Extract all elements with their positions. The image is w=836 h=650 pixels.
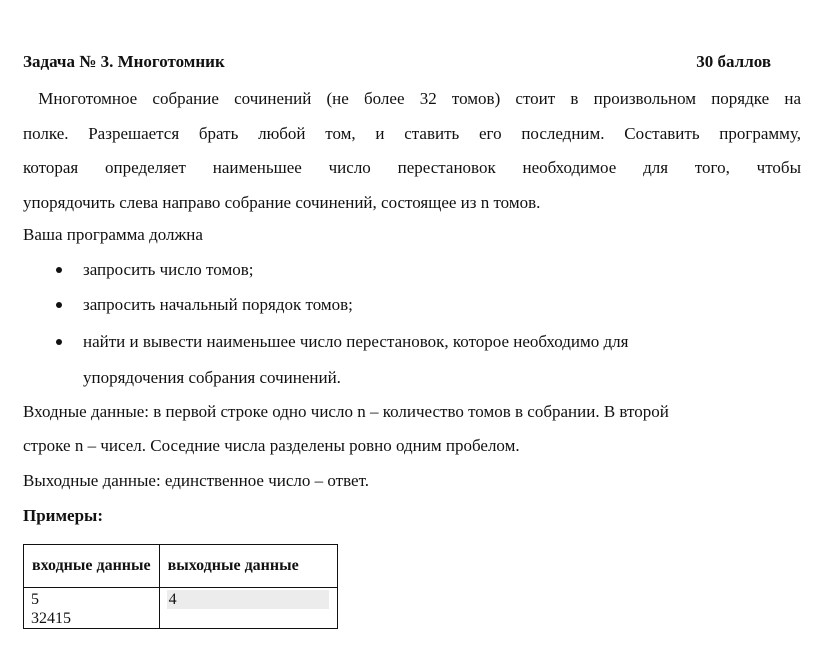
task-title: Задача № 3. Многотомник bbox=[23, 52, 225, 71]
output-value: 4 bbox=[167, 590, 329, 609]
input-value-line: 5 bbox=[31, 591, 39, 608]
table-header-input: входные данные bbox=[24, 545, 160, 588]
input-value-line: 32415 bbox=[31, 610, 71, 627]
bullet-item: найти и вывести наименьшее число перестановок, которое необходимо для bbox=[83, 332, 629, 351]
input-description-line: Входные данные: в первой строке одно число n – количество томов в собрании. В второй bbox=[23, 402, 669, 421]
program-must-text: Ваша программа должна bbox=[23, 225, 203, 244]
table-cell-output bbox=[159, 588, 337, 629]
bullet-dot bbox=[56, 339, 62, 345]
bullet-item: запросить начальный порядок томов; bbox=[83, 295, 353, 314]
intro-line: упорядочить слева направо собрание сочинений, состоящее из n томов. bbox=[23, 192, 541, 212]
intro-line: которая определяет наименьшее число перестановок необходимое для того, чтобы bbox=[23, 158, 801, 177]
intro-line: Многотомное собрание сочинений (не более 32 томов) стоит в произвольном порядке на bbox=[23, 89, 801, 108]
bullet-dot bbox=[56, 267, 62, 273]
task-points: 30 баллов bbox=[696, 52, 771, 71]
table-cell-input bbox=[24, 588, 160, 629]
input-description-line: строке n – чисел. Соседние числа разделены ровно одним пробелом. bbox=[23, 436, 520, 455]
examples-heading: Примеры: bbox=[23, 506, 103, 525]
output-description-line: Выходные данные: единственное число – ответ. bbox=[23, 471, 369, 490]
table-row bbox=[24, 588, 338, 629]
task-header bbox=[23, 52, 771, 72]
examples-table bbox=[23, 544, 338, 629]
bullet-dot bbox=[56, 302, 62, 308]
bullet-item-continuation: упорядочения собрания сочинений. bbox=[83, 368, 341, 387]
table-header-output: выходные данные bbox=[159, 545, 337, 588]
intro-paragraph bbox=[23, 82, 801, 220]
table-header-row bbox=[24, 545, 338, 588]
intro-line: полке. Разрешается брать любой том, и ставить его последним. Составить программу, bbox=[23, 123, 801, 143]
bullet-item: запросить число томов; bbox=[83, 260, 254, 279]
